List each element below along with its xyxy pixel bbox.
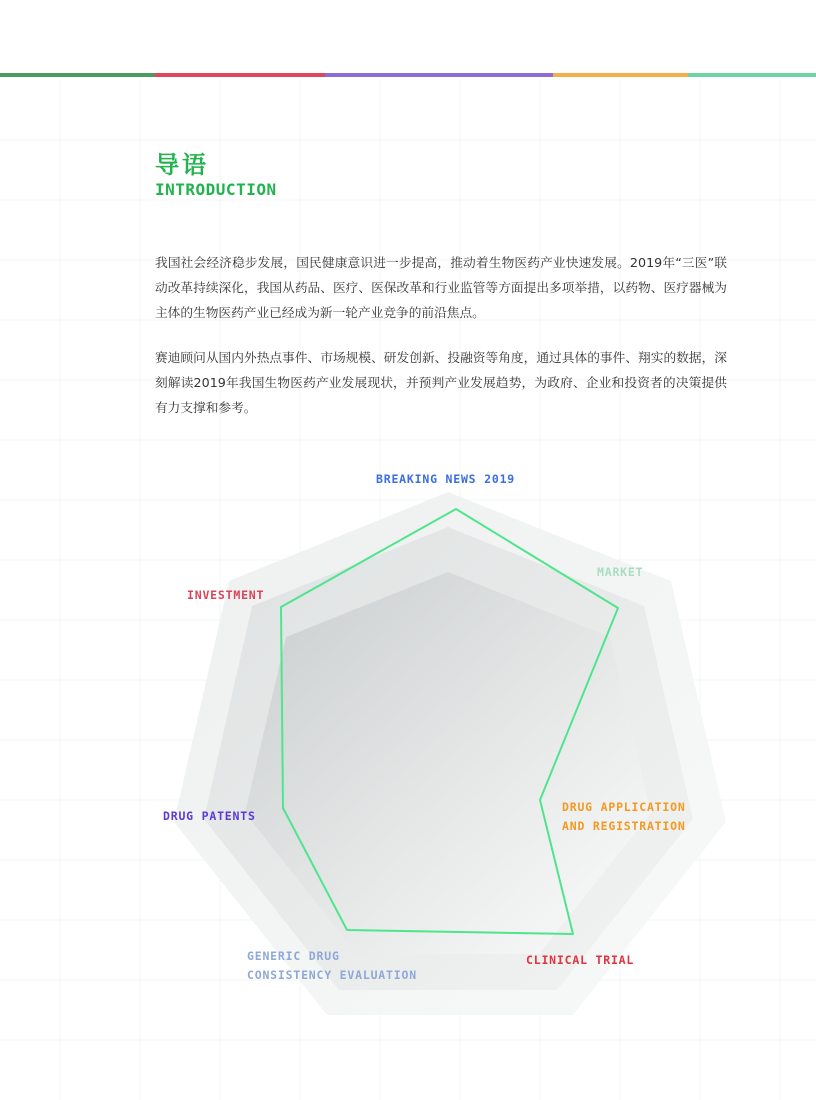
label-drug-application: DRUG APPLICATION AND REGISTRATION bbox=[562, 800, 686, 833]
label-drug-patents: DRUG PATENTS bbox=[163, 809, 256, 823]
label-market: MARKET bbox=[597, 565, 644, 579]
section-title-cn: 导语 bbox=[155, 151, 209, 179]
intro-paragraph-2: 赛迪顾问从国内外热点事件、市场规模、研发创新、投融资等角度，通过具体的事件、翔实的数据，深刻解读2019年我国生物医药产业发展现状，并预判产业发展趋势，为政府、企业和投资者的决策提供有力支撑和参考。 bbox=[155, 350, 727, 415]
label-breaking-news: BREAKING NEWS 2019 bbox=[376, 472, 516, 486]
intro-paragraph-1: 我国社会经济稳步发展，国民健康意识进一步提高，推动着生物医药产业快速发展。2019年“三医”联动改革持续深化，我国从药品、医疗、医保改革和行业监管等方面提出多项举措，以药物、医疗器械为主体的生物医药产业已经成为新一轮产业竞争的前沿焦点。 bbox=[155, 255, 727, 320]
label-clinical-trial: CLINICAL TRIAL bbox=[526, 953, 635, 967]
label-generic-drug: GENERIC DRUG CONSISTENCY EVALUATION bbox=[247, 949, 417, 982]
section-title-en: INTRODUCTION bbox=[155, 180, 277, 199]
label-investment: INVESTMENT bbox=[187, 588, 265, 602]
